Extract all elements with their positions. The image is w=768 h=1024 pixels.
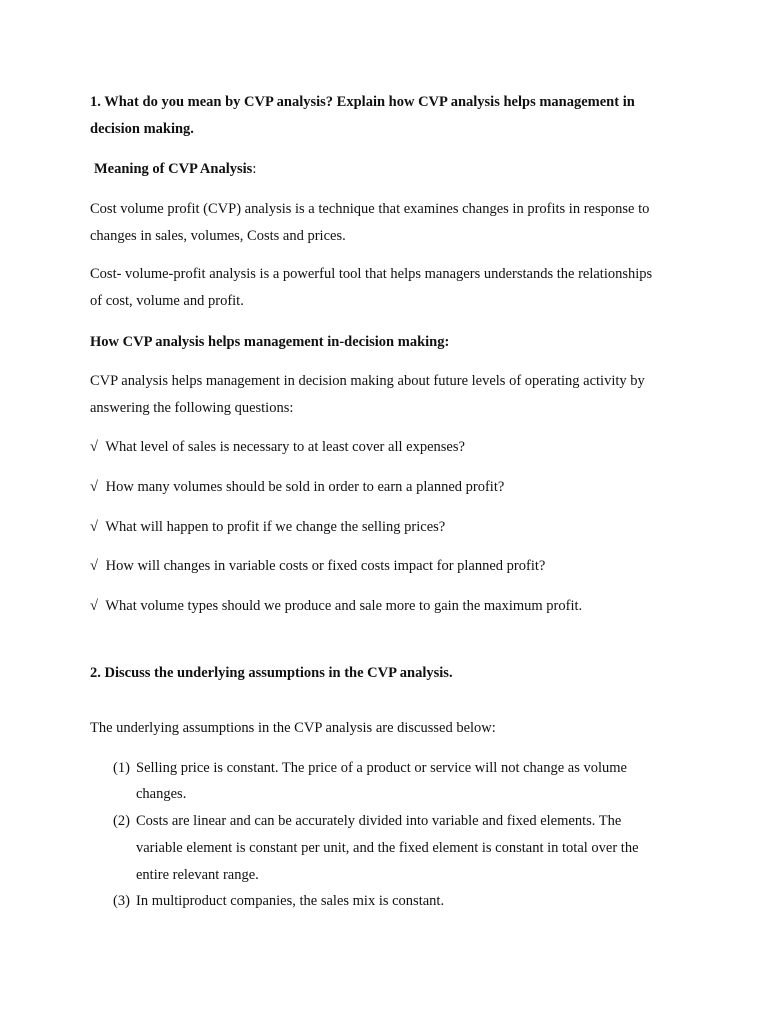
assumption-line: Costs are linear and can be accurately divided into variable and fixed elements. The (136, 813, 622, 829)
question-text: How many volumes should be sold in order to earn a planned profit? (105, 479, 505, 495)
meaning-heading-text: Meaning of CVP Analysis (94, 161, 253, 177)
assumption-line: variable element is constant per unit, and the fixed element is constant in total over the (136, 840, 639, 856)
q2-intro: The underlying assumptions in the CVP analysis are discussed below: (90, 720, 496, 736)
check-icon: √ (90, 479, 98, 495)
question-item (90, 518, 445, 536)
check-icon: √ (90, 558, 98, 574)
para1-line-2: changes in sales, volumes, Costs and prices. (90, 228, 346, 244)
question-item (90, 597, 582, 615)
check-icon: √ (90, 519, 98, 535)
assumption-line: entire relevant range. (136, 867, 259, 883)
q2-heading: 2. Discuss the underlying assumptions in the CVP analysis. (90, 665, 453, 681)
assumption-number: (2) (113, 813, 130, 829)
meaning-heading (94, 160, 256, 178)
para2-line-1: Cost- volume-profit analysis is a powerful tool that helps managers understands the relationships (90, 266, 653, 282)
para3-line-2: answering the following questions: (90, 400, 294, 416)
assumption-line: changes. (136, 786, 187, 802)
how-heading: How CVP analysis helps management in-decision making: (90, 334, 450, 350)
question-text: What will happen to profit if we change the selling prices? (105, 519, 446, 535)
para3-line-1: CVP analysis helps management in decision making about future levels of operating activity by (90, 373, 645, 389)
question-item (90, 478, 504, 496)
question-item (90, 438, 465, 456)
para1-line-1: Cost volume profit (CVP) analysis is a technique that examines changes in profits in response to (90, 201, 650, 217)
q1-heading-line-1: 1. What do you mean by CVP analysis? Explain how CVP analysis helps management in (90, 94, 635, 110)
assumption-number: (1) (113, 760, 130, 776)
assumption-line: In multiproduct companies, the sales mix is constant. (136, 893, 445, 909)
assumption-number: (3) (113, 893, 130, 909)
q1-heading-line-2: decision making. (90, 121, 194, 137)
para2-line-2: of cost, volume and profit. (90, 293, 244, 309)
check-icon: √ (90, 439, 98, 455)
question-item (90, 557, 545, 575)
assumption-line: Selling price is constant. The price of a product or service will not change as volume (136, 760, 627, 776)
question-text: How will changes in variable costs or fixed costs impact for planned profit? (105, 558, 546, 574)
meaning-heading-colon: : (252, 161, 257, 177)
question-text: What level of sales is necessary to at least cover all expenses? (105, 439, 465, 455)
check-icon: √ (90, 598, 98, 614)
question-text: What volume types should we produce and sale more to gain the maximum profit. (105, 598, 583, 614)
